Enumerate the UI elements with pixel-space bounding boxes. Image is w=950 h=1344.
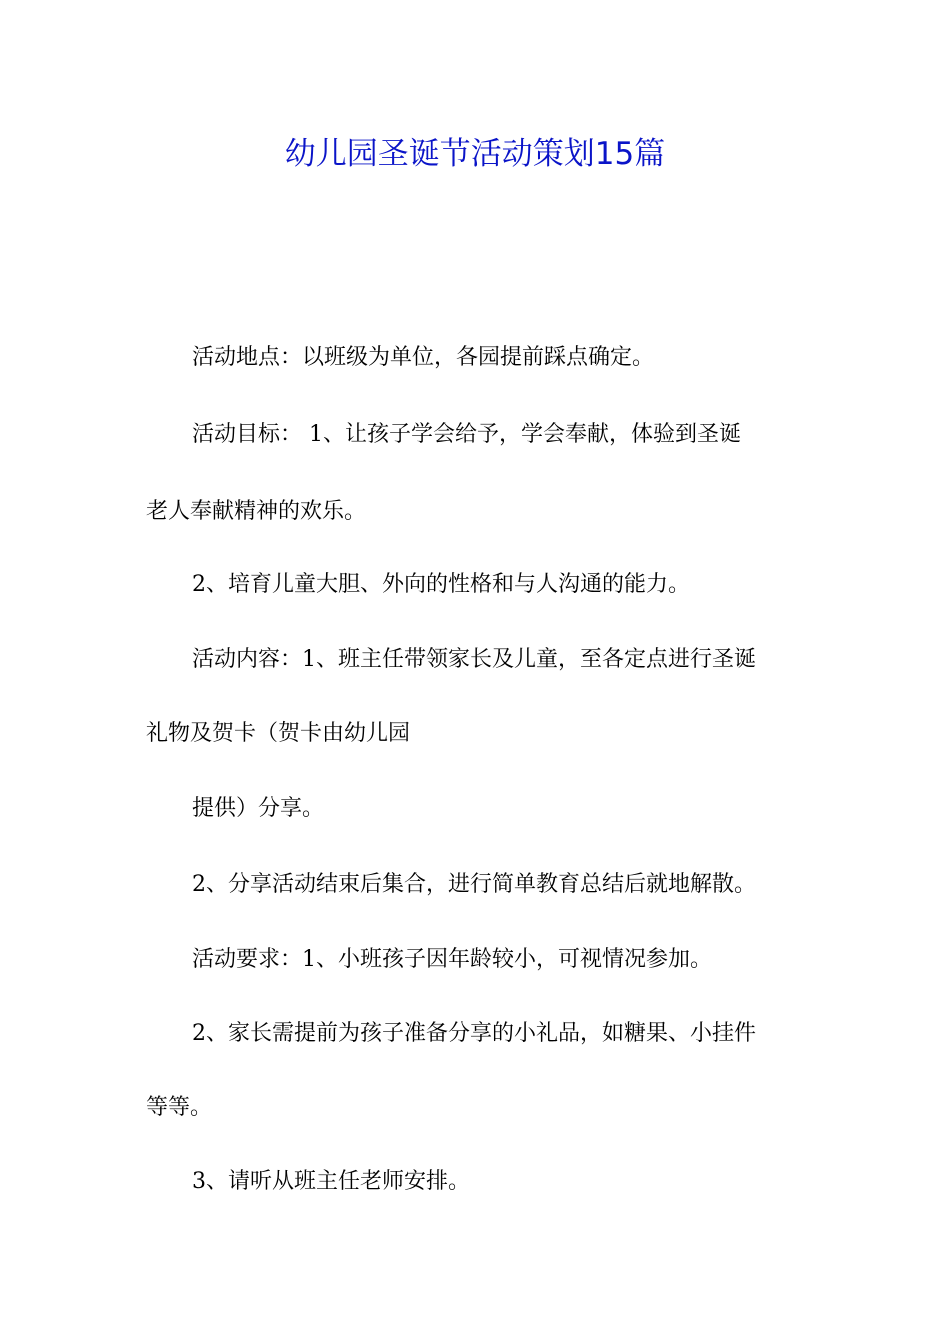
paragraph-line: 老人奉献精神的欢乐。 (146, 499, 367, 524)
paragraph-line: 活动目标： 1、让孩子学会给予，学会奉献，体验到圣诞 (192, 422, 741, 447)
document-title: 幼儿园圣诞节活动策划15篇 (284, 136, 666, 172)
paragraph-line: 2、家长需提前为孩子准备分享的小礼品，如糖果、小挂件 (192, 1021, 756, 1046)
paragraph-line: 3、请听从班主任老师安排。 (192, 1169, 470, 1194)
paragraph-line: 活动要求：1、小班孩子因年龄较小，可视情况参加。 (192, 947, 712, 972)
paragraph-line: 等等。 (146, 1095, 213, 1120)
paragraph-line: 提供）分享。 (192, 796, 325, 821)
paragraph-line: 2、培育儿童大胆、外向的性格和与人沟通的能力。 (192, 572, 690, 597)
paragraph-line: 活动地点：以班级为单位，各园提前踩点确定。 (192, 345, 655, 370)
paragraph-line: 礼物及贺卡（贺卡由幼儿园 (146, 721, 411, 746)
paragraph-line: 活动内容：1、班主任带领家长及儿童，至各定点进行圣诞 (192, 647, 756, 672)
paragraph-line: 2、分享活动结束后集合，进行简单教育总结后就地解散。 (192, 872, 756, 897)
